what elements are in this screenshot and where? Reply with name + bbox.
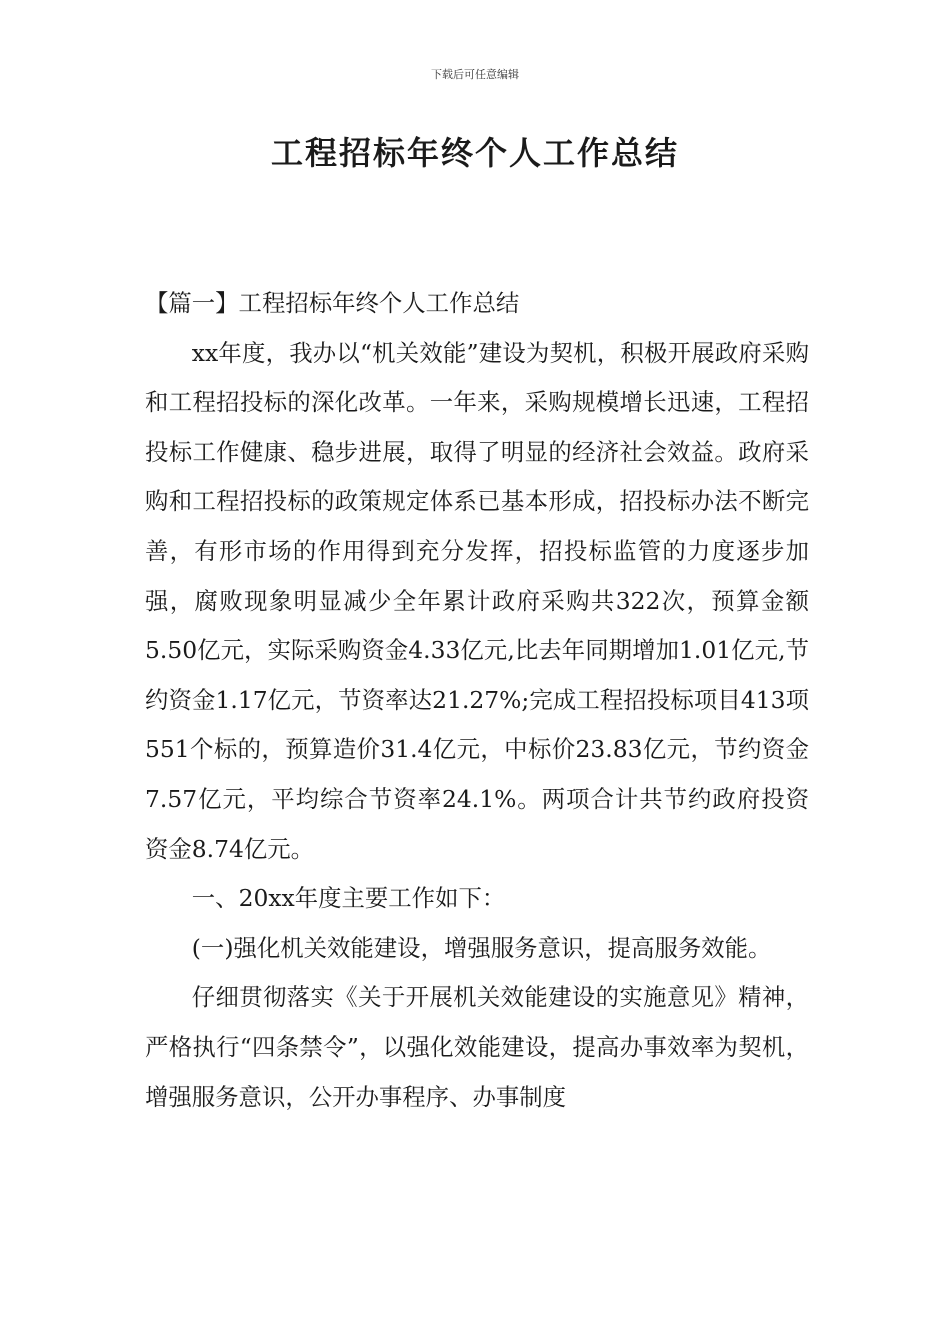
paragraph-main-work-heading: 一、20xx年度主要工作如下： xyxy=(191,884,506,913)
section-heading: 【篇一】工程招标年终个人工作总结 xyxy=(145,289,520,317)
paragraph-efficiency: 仔细贯彻落实《关于开展机关效能建设的实施意见》精神，严格执行“四条禁令”，以强化效能建设，提高办事效率为契机，增强服务意识，公开办事程序、办事制度 xyxy=(145,983,809,1111)
document-body xyxy=(145,279,809,1122)
paragraph-subheading-1: (一)强化机关效能建设，增强服务意识，提高服务效能。 xyxy=(191,933,772,962)
paragraph-summary: xx年度，我办以“机关效能”建设为契机，积极开展政府采购和工程招投标的深化改革。一年来，采购规模增长迅速，工程招投标工作健康、稳步进展，取得了明显的经济社会效益。政府采购和工程招投标的政策规定体系已基本形成，招投标办法不断完善，有形市场的作用得到充分发挥，招投标监管的力度逐步加强，腐败现象明显减少全年累计政府采购共322次，预算金额5.50亿元，实际采购资金4.33亿元,比去年同期增加1.01亿元,节约资金1.17亿元，节资率达21.27%;完成工程招投标项目413项551个标的，预算造价31.4亿元，中标价23.83亿元，节约资金7.57亿元，平均综合节资率24.1%。两项合计共节约政府投资资金8.74亿元。 xyxy=(145,338,809,863)
header-note: 下载后可任意编辑 xyxy=(431,68,519,81)
document-title: 工程招标年终个人工作总结 xyxy=(270,134,679,172)
